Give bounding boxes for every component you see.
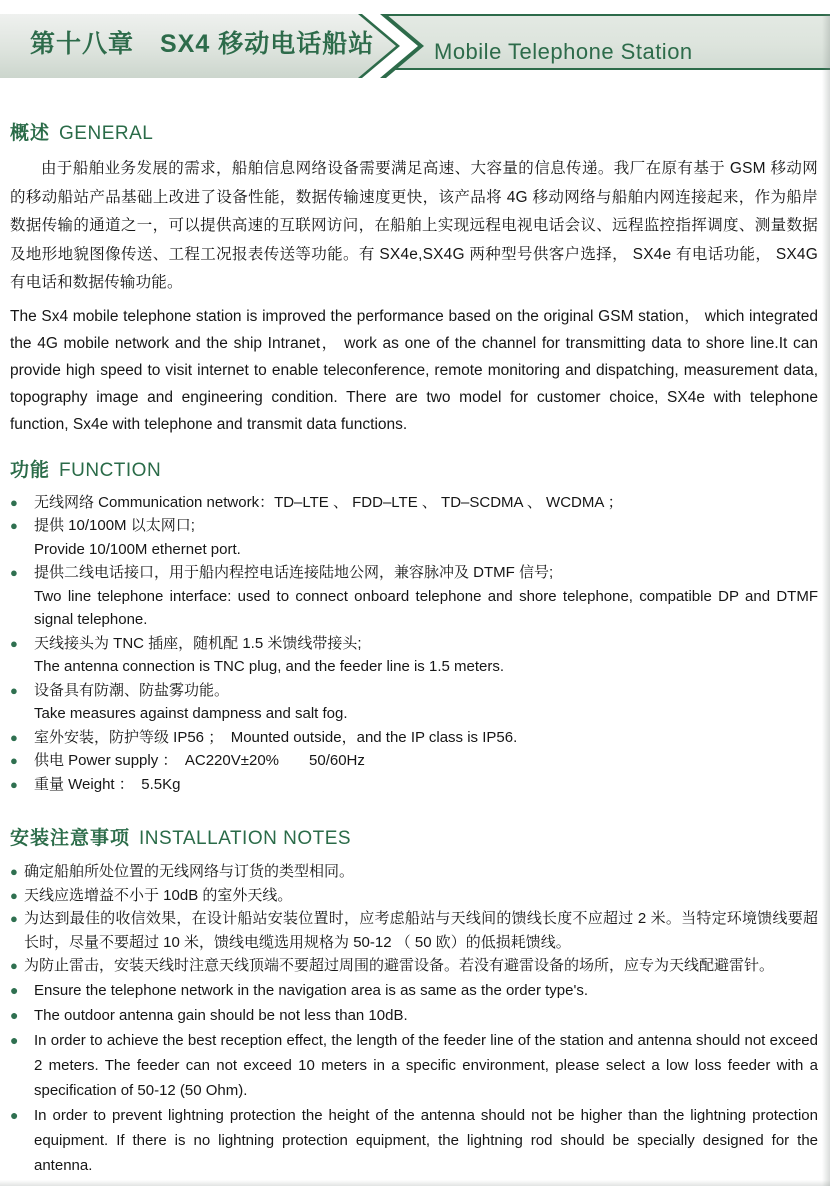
- bullet-icon: ●: [10, 981, 19, 998]
- heading-general-en: GENERAL: [59, 123, 154, 144]
- installation-item-text: 为防止雷击，安装天线时注意天线顶端不要超过周围的避雷设备。若没有避雷设备的场所，应专为天线配避雷针。: [24, 957, 775, 974]
- function-list: [10, 491, 818, 797]
- installation-item-text: 天线应选增益不小于 10dB 的室外天线。: [24, 886, 293, 904]
- chapter-title-zh: 第十八章 SX4 移动电话船站: [30, 30, 375, 58]
- function-item-text: 天线接头为 TNC 插座，随机配 1.5 米馈线带接头;: [34, 634, 362, 652]
- page-header-band: [0, 14, 830, 70]
- bullet-icon: ●: [10, 1006, 19, 1023]
- function-item-text: 无线网络 Communication network：TD–LTE 、 FDD–LTE 、 TD–SCDMA 、 WCDMA ；: [34, 493, 623, 511]
- list-item: [10, 860, 818, 884]
- heading-function-zh: 功能: [10, 459, 51, 481]
- list-item: [10, 749, 818, 773]
- function-item-text: 重量 Weight ： 5.5Kg: [34, 775, 181, 793]
- installation-item-text: The outdoor antenna gain should be not less than 10dB.: [34, 1006, 408, 1024]
- bullet-icon: ●: [10, 776, 18, 792]
- bullet-icon: ●: [10, 1106, 19, 1123]
- list-item: [10, 632, 818, 679]
- function-item-text: 设备具有防潮、防盐雾功能。: [34, 681, 230, 699]
- function-item-en: Two line telephone interface: used to connect onboard telephone and shore telephone, compatible DP and DTMF signal telephone.: [34, 587, 818, 628]
- bullet-icon: ●: [10, 1031, 19, 1048]
- bullet-icon: ●: [10, 911, 18, 926]
- function-item-text: 室外安装，防护等级 IP56 ； Mounted outside，and the IP class is IP56.: [34, 728, 518, 746]
- catalog-page: [0, 14, 830, 1186]
- list-item: [10, 726, 818, 750]
- installation-item-text: 为达到最佳的收信效果，在设计船站安装位置时，应考虑船站与天线间的馈线长度不应超过 2 米。当特定环境馈线要超长时，尽量不要超过 10 米，馈线电缆选用规格为 50-12 （ 50 欧）的低损耗馈线。: [24, 910, 818, 951]
- heading-general-zh: 概述: [10, 123, 51, 144]
- bullet-icon: ●: [10, 518, 18, 533]
- list-item: [10, 514, 818, 561]
- list-item: [10, 1003, 818, 1028]
- page-title-en: Mobile Telephone Station: [434, 39, 693, 64]
- list-item: [10, 978, 818, 1003]
- function-item-text: 供电 Power supply ： AC220V±20% 50/60Hz: [34, 752, 365, 769]
- bullet-icon: ●: [10, 729, 18, 745]
- section-heading-function: [10, 455, 818, 482]
- installation-item-text: Ensure the telephone network in the navigation area is as same as the order type's.: [34, 981, 589, 999]
- bullet-icon: ●: [10, 682, 18, 698]
- installation-item-text: In order to achieve the best reception effect, the length of the feeder line of the station and antenna should not exceed 2 meters. The feeder can not exceed 10 meters in a specific environment, please select a low loss feeder with a specification of 50-12 (50 Ohm).: [34, 1031, 818, 1099]
- list-item: [10, 884, 818, 908]
- heading-installation-zh: 安装注意事项: [10, 828, 131, 849]
- list-item: [10, 561, 818, 632]
- function-item-en: The antenna connection is TNC plug, and the feeder line is 1.5 meters.: [34, 658, 505, 675]
- bullet-icon: ●: [10, 958, 18, 973]
- function-item-en: Take measures against dampness and salt fog.: [34, 705, 348, 722]
- heading-function-en: FUNCTION: [59, 459, 162, 481]
- heading-installation-en: INSTALLATION NOTES: [139, 828, 352, 849]
- scan-edge-bottom: [0, 1180, 830, 1186]
- list-item: [10, 1103, 818, 1178]
- list-item: [10, 679, 818, 726]
- installation-item-text: 确定船舶所处位置的无线网络与订货的类型相同。: [24, 863, 355, 880]
- installation-item-text: In order to prevent lightning protection the height of the antenna should not be higher than the lightning protection equipment. If there is no lightning protection equipment, the lightning rod should be specially designed for the antenna.: [34, 1106, 818, 1174]
- list-item: [10, 491, 818, 515]
- installation-list: [10, 860, 818, 1178]
- general-paragraph-zh: 由于船舶业务发展的需求，船舶信息网络设备需要满足高速、大容量的信息传递。我厂在原有基于 GSM 移动网的移动船站产品基础上改进了设备性能，数据传输速度更快，该产品将 4G 移动网络与船舶内网连接起来，作为船岸数据传输的通道之一，可以提供高速的互联网访问，在船舶上实现远程电视电话会议、远程监控指挥调度、测量数据及地形地貌图像传送、工程工况报表传送等功能。有 SX4e,SX4G 两种型号供客户选择， SX4e 有电话功能， SX4G 有电话和数据传输功能。: [10, 160, 818, 291]
- function-item-text: 提供二线电话接口，用于船内程控电话连接陆地公网，兼容脉冲及 DTMF 信号;: [34, 564, 554, 581]
- section-heading-installation: [10, 823, 818, 850]
- general-paragraph-en: The Sx4 mobile telephone station is improved the performance based on the original GSM station， which integrated the 4G mobile network and the ship Intranet， work as one of the channel for transmitting data to shore line.It can provide high speed to visit internet to enable teleconference, remote monitoring and dispatching, measurement data, topography image and engineering condition. There are two model for customer choice, SX4e with telephone function, Sx4e with telephone and transmit data functions.: [10, 307, 818, 433]
- function-item-en: Provide 10/100M ethernet port.: [34, 540, 241, 558]
- bullet-icon: ●: [10, 494, 18, 510]
- page-content: [0, 118, 830, 1178]
- bullet-icon: ●: [10, 565, 18, 580]
- list-item: [10, 954, 818, 978]
- bullet-icon: ●: [10, 887, 18, 903]
- function-item-text: 提供 10/100M 以太网口;: [34, 517, 195, 534]
- list-item: [10, 1028, 818, 1103]
- bullet-icon: ●: [10, 864, 18, 879]
- list-item: [10, 907, 818, 954]
- bullet-icon: ●: [10, 753, 18, 768]
- bullet-icon: ●: [10, 635, 18, 651]
- list-item: [10, 773, 818, 797]
- section-heading-general: [10, 118, 818, 145]
